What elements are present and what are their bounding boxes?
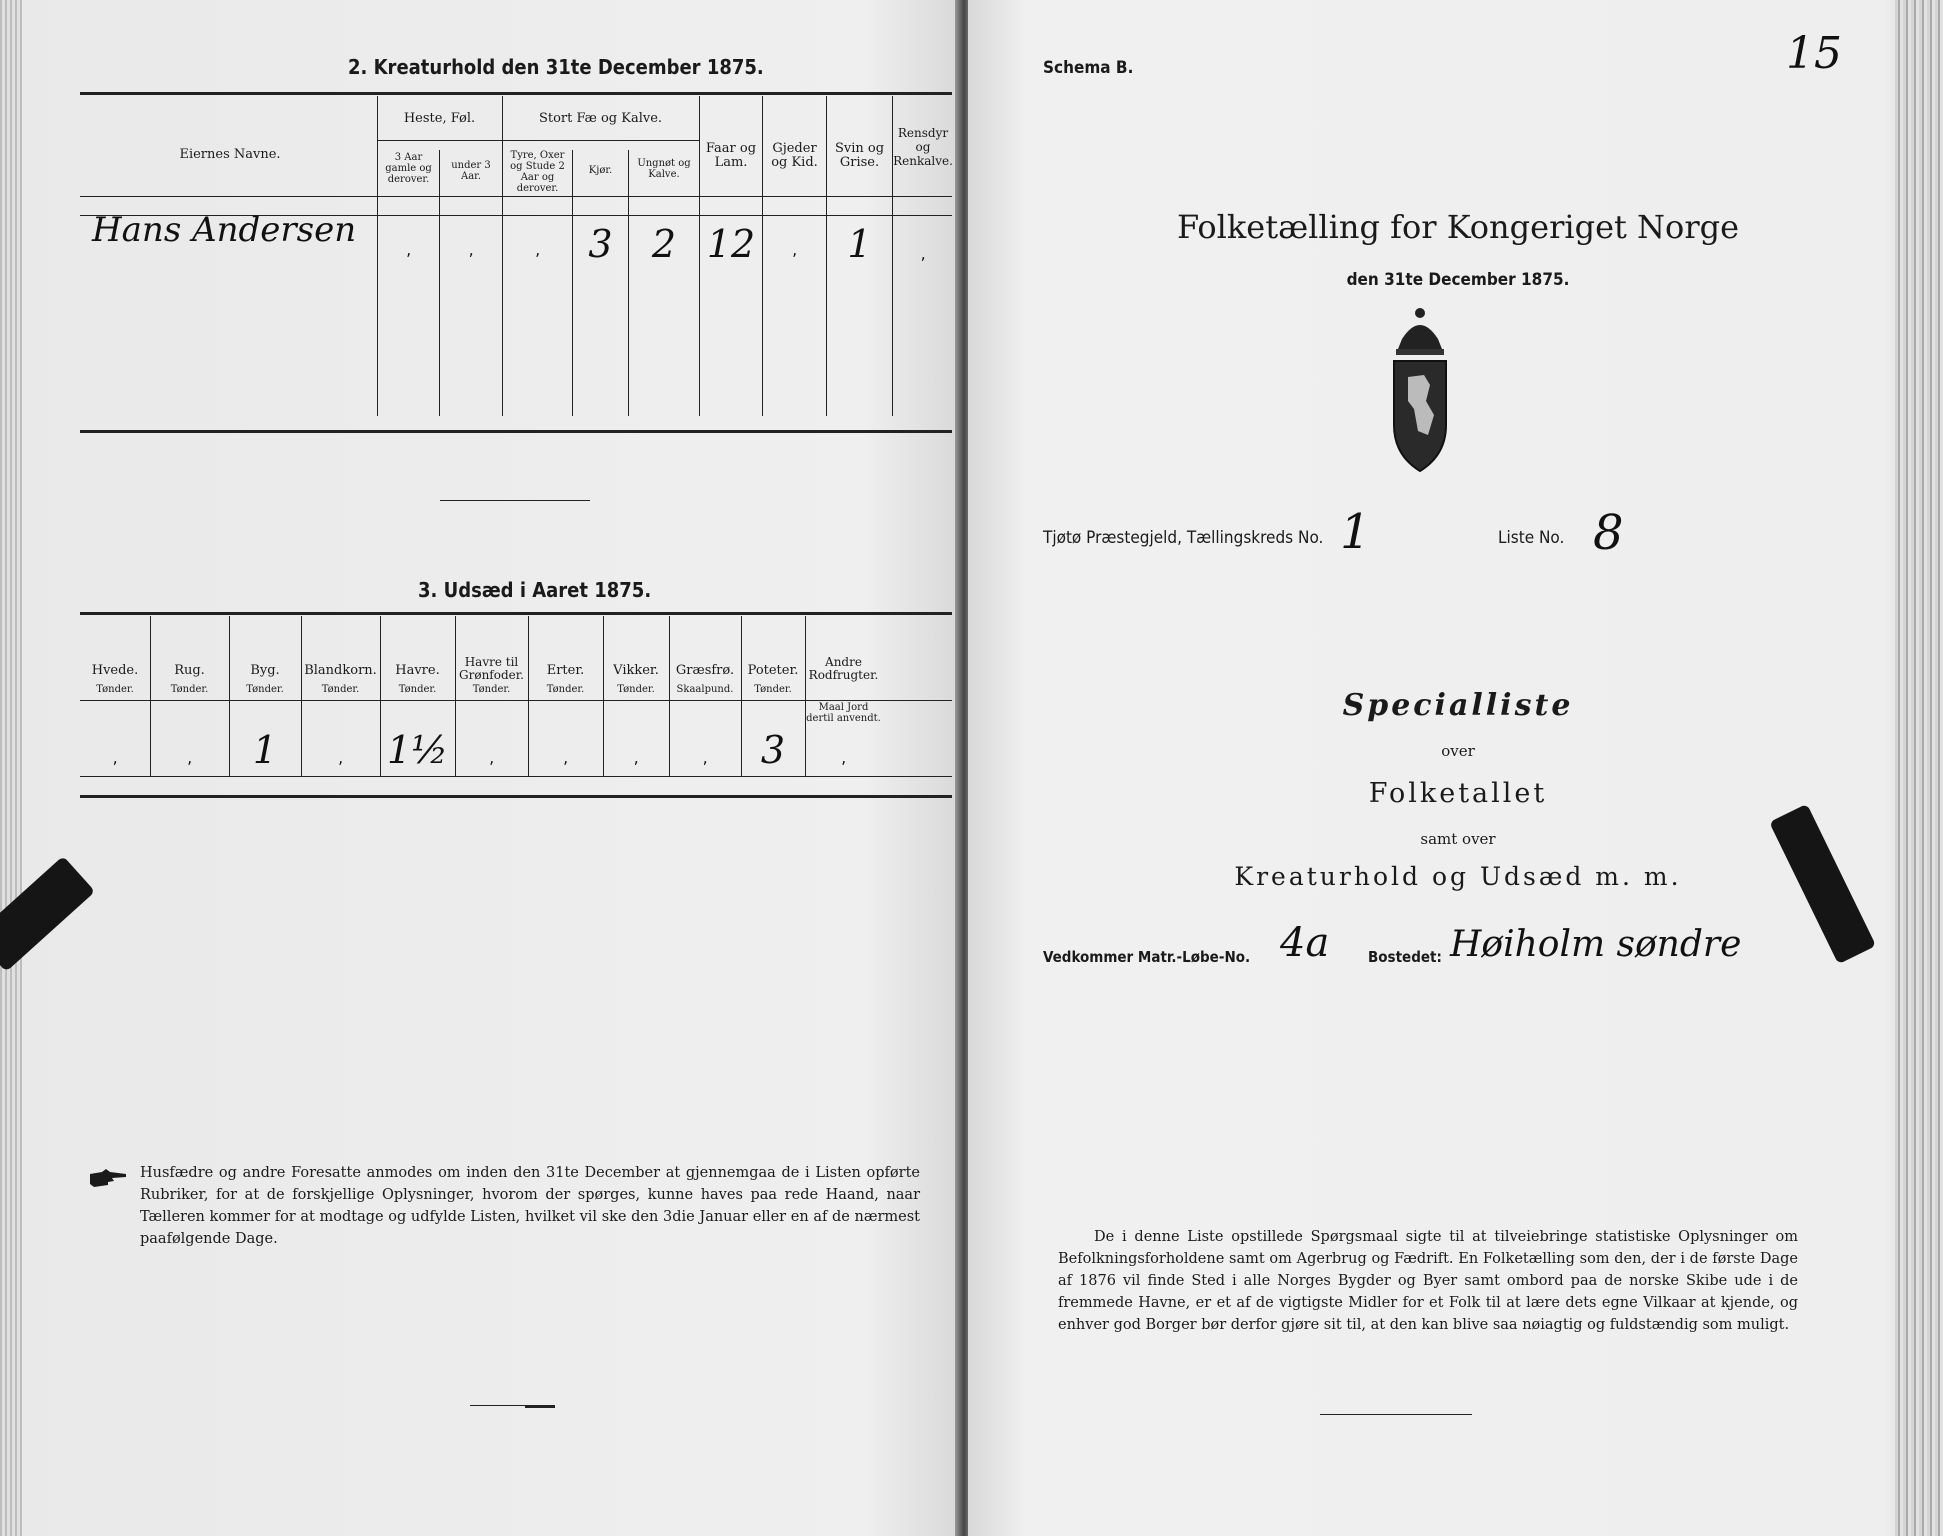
col-goats: Gjeder og Kid. bbox=[771, 141, 818, 170]
page-number: 15 bbox=[1786, 28, 1842, 79]
section2-title: 2. Kreaturhold den 31te December 1875. bbox=[348, 55, 764, 79]
sowing-col-name: Hvede. bbox=[91, 663, 139, 678]
matr-label: Vedkommer Matr.-Løbe-No. bbox=[1043, 948, 1251, 966]
val-pigs: 1 bbox=[847, 222, 872, 266]
footer-text: De i denne Liste opstillede Spørgsmaal sigte til at tilveiebringe statistiske Oplysninger om Befolkningsforholdene samt om Agerbrug og Fædrift. En Folketælling som den, der i de første Dage af 1876 vil finde Sted i alle Norges Bygder og Byer samt ombord paa de norske Skibe ude i de fremmede Havne, er et af de vigtigste Midler for et Folk til at lære dets egne Vilkaar at kjende, og enhver god Borger bør derfor gjøre sit til, at den kan blive saa nøiagtig og fuldstændig som muligt. bbox=[1058, 1229, 1798, 1333]
parish-label: Præstegjeld, bbox=[1086, 528, 1182, 548]
section3-title: 3. Udsæd i Aaret 1875. bbox=[418, 578, 652, 602]
sowing-col-name: Havre til Grønfoder. bbox=[459, 655, 524, 682]
sowing-value: ‚ bbox=[840, 748, 847, 767]
val-horses-old: ‚ bbox=[405, 240, 412, 259]
sowing-col-name: Græsfrø. bbox=[675, 663, 735, 678]
sowing-value: 3 bbox=[760, 728, 786, 772]
footer-rule-right bbox=[1320, 1414, 1472, 1415]
val-cattle-bulls: ‚ bbox=[534, 240, 541, 259]
left-page bbox=[0, 0, 960, 1536]
main-title: Folketælling for Kongeriget Norge bbox=[1176, 208, 1740, 246]
district-label: Tællingskreds No. bbox=[1186, 528, 1324, 548]
sowing-col-unit: Maal Jord dertil anvendt. bbox=[806, 702, 881, 724]
district-number: 1 bbox=[1340, 504, 1371, 560]
kreaturhold-title: Kreaturhold og Udsæd m. m. bbox=[1234, 862, 1682, 891]
sowing-col-name: Rug. bbox=[174, 663, 205, 678]
census-date: den 31te December 1875. bbox=[1346, 270, 1570, 290]
matr-value: 4a bbox=[1280, 920, 1330, 966]
samt-over: samt over bbox=[1420, 830, 1496, 848]
val-reindeer: ‚ bbox=[920, 244, 926, 263]
sowing-col-name: Blandkorn. bbox=[304, 663, 377, 678]
val-sheep: 12 bbox=[706, 222, 756, 266]
parish-value: Tjøtø bbox=[1043, 528, 1082, 548]
sowing-value: 1 bbox=[252, 728, 278, 772]
divider bbox=[440, 500, 590, 501]
notice-text: Husfædre og andre Foresatte anmodes om inden den 31te December at gjennemgaa de i Listen opførte Rubriker, for at de forskjellige Oplysninger, hvorom der spørges, kunne haves paa rede Haand, naar Tælleren kommer for at modtage og udfylde Listen, hvilket vil ske den 3die Januar eller en af de nærmest paafølgende Dage. bbox=[140, 1165, 920, 1247]
col-horses-old: 3 Aar gamle og derover. bbox=[385, 152, 432, 185]
sowing-col-name: Poteter. bbox=[747, 663, 799, 678]
val-cattle-cows: 3 bbox=[588, 222, 613, 266]
sowing-col-name: Vikker. bbox=[613, 663, 659, 678]
val-cattle-young: 2 bbox=[651, 222, 677, 266]
list-label: Liste No. bbox=[1498, 528, 1565, 548]
sowing-col-name: Byg. bbox=[250, 663, 280, 678]
val-goats: ‚ bbox=[791, 240, 798, 259]
col-cattle-bulls: Tyre, Oxer og Stude 2 Aar og derover. bbox=[510, 150, 565, 194]
col-cattle-young: Ungnøt og Kalve. bbox=[637, 158, 691, 180]
sowing-value: ‚ bbox=[337, 748, 344, 767]
sowing-value: ‚ bbox=[186, 748, 193, 767]
sowing-col-unit: Skaalpund. bbox=[676, 684, 734, 695]
sowing-value: ‚ bbox=[633, 748, 639, 767]
sowing-value: ‚ bbox=[112, 748, 118, 767]
page-edge-right bbox=[1895, 0, 1943, 1536]
bosted-value: Høiholm søndre bbox=[1450, 924, 1742, 965]
col-horses: Heste, Føl. bbox=[403, 111, 476, 126]
schema-label: Schema B. bbox=[1043, 58, 1134, 78]
sowing-col-unit: Tønder. bbox=[472, 684, 511, 695]
col-sheep: Faar og Lam. bbox=[705, 141, 757, 170]
norway-coat-of-arms-icon bbox=[1378, 305, 1462, 475]
sowing-value: ‚ bbox=[702, 748, 708, 767]
bosted-label: Bostedet: bbox=[1368, 948, 1442, 966]
sowing-col-unit: Tønder. bbox=[321, 684, 360, 695]
sowing-col-unit: Tønder. bbox=[617, 684, 655, 695]
pointing-hand-icon bbox=[88, 1168, 128, 1190]
over-label: over bbox=[1441, 742, 1475, 760]
list-number: 8 bbox=[1593, 505, 1624, 561]
sowing-col-unit: Tønder. bbox=[546, 684, 585, 695]
folketallet: Folketallet bbox=[1368, 778, 1548, 809]
sowing-col-unit: Tønder. bbox=[398, 684, 437, 695]
sowing-col-unit: Tønder. bbox=[754, 684, 792, 695]
col-cattle-cows: Kjør. bbox=[588, 165, 613, 176]
owner-name: Hans Andersen bbox=[92, 210, 357, 250]
sowing-value: 1½ bbox=[386, 728, 448, 772]
sowing-col-name: Andre Rodfrugter. bbox=[808, 655, 879, 682]
sowing-col-unit: Tønder. bbox=[170, 684, 209, 695]
sowing-col-unit: Tønder. bbox=[246, 684, 284, 695]
col-horses-young: under 3 Aar. bbox=[451, 160, 491, 182]
sowing-value: ‚ bbox=[488, 748, 495, 767]
page-edge-left bbox=[0, 0, 22, 1536]
val-horses-young: ‚ bbox=[468, 240, 474, 259]
sowing-col-name: Havre. bbox=[395, 663, 440, 678]
col-pigs: Svin og Grise. bbox=[834, 141, 885, 170]
sowing-col-unit: Tønder. bbox=[96, 684, 134, 695]
special-title: Specialliste bbox=[1342, 688, 1574, 723]
col-reindeer: Rensdyr og Renkalve. bbox=[893, 126, 953, 168]
right-page bbox=[968, 0, 1943, 1536]
col-cattle: Stort Fæ og Kalve. bbox=[538, 111, 663, 126]
sowing-value: ‚ bbox=[562, 748, 569, 767]
col-owner: Eiernes Navne. bbox=[179, 147, 281, 162]
sowing-col-name: Erter. bbox=[546, 663, 585, 678]
